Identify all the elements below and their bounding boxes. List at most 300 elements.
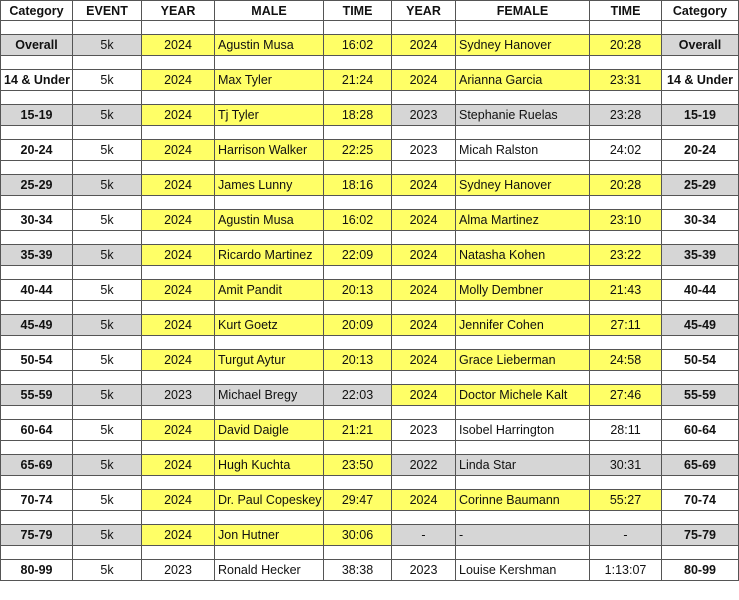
cell-female-time[interactable]: 30:31 (590, 455, 662, 476)
cell-female-name[interactable]: Jennifer Cohen (456, 315, 590, 336)
cell-female-year[interactable]: 2023 (392, 140, 456, 161)
cell-category[interactable]: 35-39 (1, 245, 73, 266)
spacer-cell[interactable] (73, 511, 142, 525)
cell-category[interactable]: 14 & Under (1, 70, 73, 91)
spacer-cell[interactable] (142, 126, 215, 140)
cell-category[interactable]: 70-74 (1, 490, 73, 511)
cell-male-name[interactable]: James Lunny (215, 175, 324, 196)
spacer-cell[interactable] (215, 406, 324, 420)
spacer-cell[interactable] (1, 21, 73, 35)
cell-male-year[interactable]: 2024 (142, 245, 215, 266)
cell-event[interactable]: 5k (73, 105, 142, 126)
cell-male-year[interactable]: 2024 (142, 175, 215, 196)
cell-male-year[interactable]: 2024 (142, 490, 215, 511)
cell-category-right[interactable]: 14 & Under (662, 70, 739, 91)
cell-male-name[interactable]: Harrison Walker (215, 140, 324, 161)
spacer-cell[interactable] (142, 266, 215, 280)
cell-male-year[interactable]: 2024 (142, 525, 215, 546)
cell-female-time[interactable]: 20:28 (590, 35, 662, 56)
cell-male-time[interactable]: 22:03 (324, 385, 392, 406)
spacer-cell[interactable] (324, 266, 392, 280)
spacer-cell[interactable] (590, 21, 662, 35)
cell-category-right[interactable]: 55-59 (662, 385, 739, 406)
spacer-cell[interactable] (324, 91, 392, 105)
cell-male-name[interactable]: Agustin Musa (215, 210, 324, 231)
cell-event[interactable]: 5k (73, 140, 142, 161)
cell-event[interactable]: 5k (73, 35, 142, 56)
spacer-cell[interactable] (392, 441, 456, 455)
cell-female-year[interactable]: 2024 (392, 385, 456, 406)
spacer-cell[interactable] (142, 336, 215, 350)
spacer-cell[interactable] (456, 231, 590, 245)
spacer-cell[interactable] (142, 56, 215, 70)
spacer-cell[interactable] (142, 91, 215, 105)
header-event[interactable]: EVENT (73, 1, 142, 21)
spacer-cell[interactable] (73, 56, 142, 70)
spacer-cell[interactable] (662, 336, 739, 350)
spacer-cell[interactable] (662, 406, 739, 420)
cell-category[interactable]: 45-49 (1, 315, 73, 336)
cell-category-right[interactable]: 80-99 (662, 560, 739, 581)
cell-female-name[interactable]: Linda Star (456, 455, 590, 476)
spacer-cell[interactable] (215, 546, 324, 560)
cell-event[interactable]: 5k (73, 560, 142, 581)
cell-female-name[interactable]: Sydney Hanover (456, 175, 590, 196)
spacer-cell[interactable] (392, 301, 456, 315)
cell-female-time[interactable]: 27:46 (590, 385, 662, 406)
spacer-cell[interactable] (73, 476, 142, 490)
spacer-cell[interactable] (590, 441, 662, 455)
cell-category[interactable]: 25-29 (1, 175, 73, 196)
cell-event[interactable]: 5k (73, 455, 142, 476)
spacer-cell[interactable] (662, 476, 739, 490)
cell-male-year[interactable]: 2024 (142, 70, 215, 91)
cell-female-time[interactable]: 1:13:07 (590, 560, 662, 581)
spacer-cell[interactable] (456, 266, 590, 280)
cell-category[interactable]: 55-59 (1, 385, 73, 406)
cell-category-right[interactable]: 60-64 (662, 420, 739, 441)
cell-event[interactable]: 5k (73, 420, 142, 441)
cell-male-year[interactable]: 2024 (142, 350, 215, 371)
cell-category-right[interactable]: 35-39 (662, 245, 739, 266)
spacer-cell[interactable] (590, 231, 662, 245)
cell-category[interactable]: 65-69 (1, 455, 73, 476)
cell-male-year[interactable]: 2024 (142, 140, 215, 161)
header-category-left[interactable]: Category (1, 1, 73, 21)
spacer-cell[interactable] (73, 21, 142, 35)
spacer-cell[interactable] (456, 546, 590, 560)
spacer-cell[interactable] (142, 21, 215, 35)
cell-male-name[interactable]: Turgut Aytur (215, 350, 324, 371)
spacer-cell[interactable] (142, 441, 215, 455)
spacer-cell[interactable] (324, 441, 392, 455)
spacer-cell[interactable] (456, 476, 590, 490)
cell-event[interactable]: 5k (73, 315, 142, 336)
spacer-cell[interactable] (215, 161, 324, 175)
cell-female-name[interactable]: Grace Lieberman (456, 350, 590, 371)
spacer-cell[interactable] (142, 546, 215, 560)
spacer-cell[interactable] (324, 476, 392, 490)
cell-male-name[interactable]: Kurt Goetz (215, 315, 324, 336)
cell-event[interactable]: 5k (73, 245, 142, 266)
cell-event[interactable]: 5k (73, 525, 142, 546)
cell-male-time[interactable]: 18:28 (324, 105, 392, 126)
cell-category[interactable]: 20-24 (1, 140, 73, 161)
spacer-cell[interactable] (324, 546, 392, 560)
spacer-cell[interactable] (215, 476, 324, 490)
cell-category[interactable]: 75-79 (1, 525, 73, 546)
cell-male-time[interactable]: 22:09 (324, 245, 392, 266)
cell-female-year[interactable]: 2024 (392, 210, 456, 231)
spacer-cell[interactable] (73, 546, 142, 560)
spacer-cell[interactable] (324, 301, 392, 315)
spacer-cell[interactable] (142, 196, 215, 210)
spacer-cell[interactable] (590, 336, 662, 350)
spacer-cell[interactable] (456, 56, 590, 70)
cell-male-year[interactable]: 2024 (142, 105, 215, 126)
cell-category-right[interactable]: 65-69 (662, 455, 739, 476)
header-female[interactable]: FEMALE (456, 1, 590, 21)
cell-female-time[interactable]: 20:28 (590, 175, 662, 196)
cell-female-name[interactable]: Natasha Kohen (456, 245, 590, 266)
spacer-cell[interactable] (1, 196, 73, 210)
spacer-cell[interactable] (1, 126, 73, 140)
spacer-cell[interactable] (1, 546, 73, 560)
spacer-cell[interactable] (1, 476, 73, 490)
cell-male-time[interactable]: 29:47 (324, 490, 392, 511)
spacer-cell[interactable] (142, 406, 215, 420)
cell-female-time[interactable]: 23:10 (590, 210, 662, 231)
spacer-cell[interactable] (324, 56, 392, 70)
cell-female-year[interactable]: 2024 (392, 350, 456, 371)
spacer-cell[interactable] (1, 161, 73, 175)
spacer-cell[interactable] (73, 406, 142, 420)
cell-female-name[interactable]: Molly Dembner (456, 280, 590, 301)
spacer-cell[interactable] (662, 126, 739, 140)
cell-female-time[interactable]: 24:58 (590, 350, 662, 371)
cell-event[interactable]: 5k (73, 350, 142, 371)
cell-female-time[interactable]: 23:28 (590, 105, 662, 126)
spacer-cell[interactable] (1, 301, 73, 315)
cell-event[interactable]: 5k (73, 175, 142, 196)
spacer-cell[interactable] (142, 511, 215, 525)
header-female-year[interactable]: YEAR (392, 1, 456, 21)
cell-female-year[interactable]: 2024 (392, 315, 456, 336)
spacer-cell[interactable] (215, 336, 324, 350)
spacer-cell[interactable] (662, 231, 739, 245)
cell-male-time[interactable]: 22:25 (324, 140, 392, 161)
cell-female-time[interactable]: 21:43 (590, 280, 662, 301)
cell-female-time[interactable]: - (590, 525, 662, 546)
spacer-cell[interactable] (142, 231, 215, 245)
spacer-cell[interactable] (456, 126, 590, 140)
spacer-cell[interactable] (73, 231, 142, 245)
spacer-cell[interactable] (590, 91, 662, 105)
spacer-cell[interactable] (1, 511, 73, 525)
cell-female-name[interactable]: - (456, 525, 590, 546)
cell-event[interactable]: 5k (73, 385, 142, 406)
cell-female-time[interactable]: 23:31 (590, 70, 662, 91)
cell-category-right[interactable]: 15-19 (662, 105, 739, 126)
cell-category-right[interactable]: 20-24 (662, 140, 739, 161)
spacer-cell[interactable] (324, 231, 392, 245)
cell-male-time[interactable]: 16:02 (324, 35, 392, 56)
spacer-cell[interactable] (392, 91, 456, 105)
spacer-cell[interactable] (392, 511, 456, 525)
spacer-cell[interactable] (456, 511, 590, 525)
cell-male-time[interactable]: 16:02 (324, 210, 392, 231)
spacer-cell[interactable] (456, 196, 590, 210)
spacer-cell[interactable] (392, 406, 456, 420)
records-table-body (1, 1, 739, 581)
spacer-cell[interactable] (392, 56, 456, 70)
cell-female-name[interactable]: Arianna Garcia (456, 70, 590, 91)
cell-category[interactable]: 40-44 (1, 280, 73, 301)
cell-male-year[interactable]: 2024 (142, 455, 215, 476)
cell-male-year[interactable]: 2024 (142, 315, 215, 336)
cell-male-time[interactable]: 21:24 (324, 70, 392, 91)
cell-category-right[interactable]: 40-44 (662, 280, 739, 301)
spacer-cell[interactable] (456, 441, 590, 455)
cell-female-year[interactable]: 2024 (392, 35, 456, 56)
spacer-cell[interactable] (215, 371, 324, 385)
cell-male-name[interactable]: Michael Bregy (215, 385, 324, 406)
cell-category-right[interactable]: 45-49 (662, 315, 739, 336)
spacer-cell[interactable] (392, 266, 456, 280)
spacer-cell[interactable] (324, 196, 392, 210)
header-male-time[interactable]: TIME (324, 1, 392, 21)
spacer-cell[interactable] (662, 441, 739, 455)
cell-male-name[interactable]: Max Tyler (215, 70, 324, 91)
header-male[interactable]: MALE (215, 1, 324, 21)
spacer-cell[interactable] (590, 511, 662, 525)
record-row (1, 245, 739, 266)
cell-male-name[interactable]: Tj Tyler (215, 105, 324, 126)
spacer-cell[interactable] (392, 231, 456, 245)
spacer-cell[interactable] (456, 336, 590, 350)
spacer-cell[interactable] (392, 476, 456, 490)
cell-male-name[interactable]: Agustin Musa (215, 35, 324, 56)
spacer-cell[interactable] (73, 371, 142, 385)
spacer-cell[interactable] (215, 266, 324, 280)
spacer-cell[interactable] (215, 301, 324, 315)
spacer-cell[interactable] (590, 266, 662, 280)
spacer-cell[interactable] (73, 336, 142, 350)
spacer-cell[interactable] (1, 371, 73, 385)
spacer-cell[interactable] (590, 161, 662, 175)
spacer-cell[interactable] (392, 336, 456, 350)
cell-male-time[interactable]: 20:09 (324, 315, 392, 336)
spacer-cell[interactable] (392, 126, 456, 140)
cell-male-time[interactable]: 21:21 (324, 420, 392, 441)
cell-male-year[interactable]: 2024 (142, 280, 215, 301)
cell-female-name[interactable]: Stephanie Ruelas (456, 105, 590, 126)
spacer-cell[interactable] (73, 301, 142, 315)
spacer-cell[interactable] (215, 231, 324, 245)
spacer-cell[interactable] (662, 546, 739, 560)
spacer-cell[interactable] (324, 126, 392, 140)
cell-category[interactable]: 30-34 (1, 210, 73, 231)
cell-event[interactable]: 5k (73, 490, 142, 511)
spacer-cell[interactable] (392, 21, 456, 35)
spacer-cell[interactable] (456, 301, 590, 315)
header-female-time[interactable]: TIME (590, 1, 662, 21)
cell-male-year[interactable]: 2024 (142, 35, 215, 56)
spacer-cell[interactable] (1, 266, 73, 280)
cell-male-name[interactable]: Dr. Paul Copeskey (215, 490, 324, 511)
cell-category[interactable]: Overall (1, 35, 73, 56)
cell-male-time[interactable]: 38:38 (324, 560, 392, 581)
cell-category-right[interactable]: 30-34 (662, 210, 739, 231)
spacer-cell[interactable] (324, 21, 392, 35)
cell-female-name[interactable]: Corinne Baumann (456, 490, 590, 511)
cell-female-name[interactable]: Isobel Harrington (456, 420, 590, 441)
cell-male-year[interactable]: 2023 (142, 385, 215, 406)
spacer-cell[interactable] (662, 301, 739, 315)
cell-female-year[interactable]: 2024 (392, 490, 456, 511)
spacer-cell[interactable] (392, 546, 456, 560)
header-male-year[interactable]: YEAR (142, 1, 215, 21)
cell-category-right[interactable]: 75-79 (662, 525, 739, 546)
spacer-cell[interactable] (142, 371, 215, 385)
spacer-cell[interactable] (392, 161, 456, 175)
cell-male-year[interactable]: 2024 (142, 420, 215, 441)
header-category-right[interactable]: Category (662, 1, 739, 21)
spacer-cell[interactable] (590, 546, 662, 560)
cell-category-right[interactable]: 70-74 (662, 490, 739, 511)
cell-female-time[interactable]: 23:22 (590, 245, 662, 266)
cell-male-name[interactable]: Jon Hutner (215, 525, 324, 546)
spacer-cell[interactable] (73, 441, 142, 455)
spacer-cell[interactable] (324, 371, 392, 385)
cell-female-year[interactable]: 2024 (392, 70, 456, 91)
cell-female-year[interactable]: - (392, 525, 456, 546)
spacer-cell[interactable] (590, 371, 662, 385)
spacer-cell[interactable] (456, 371, 590, 385)
cell-male-year[interactable]: 2023 (142, 560, 215, 581)
cell-female-time[interactable]: 24:02 (590, 140, 662, 161)
cell-event[interactable]: 5k (73, 210, 142, 231)
cell-female-year[interactable]: 2022 (392, 455, 456, 476)
cell-female-year[interactable]: 2023 (392, 560, 456, 581)
spacer-cell[interactable] (590, 196, 662, 210)
spacer-cell[interactable] (142, 161, 215, 175)
spacer-cell[interactable] (73, 196, 142, 210)
cell-female-time[interactable]: 28:11 (590, 420, 662, 441)
spacer-cell[interactable] (142, 301, 215, 315)
cell-female-name[interactable]: Doctor Michele Kalt (456, 385, 590, 406)
spacer-cell[interactable] (1, 56, 73, 70)
cell-category[interactable]: 15-19 (1, 105, 73, 126)
spacer-cell[interactable] (662, 161, 739, 175)
cell-male-time[interactable]: 30:06 (324, 525, 392, 546)
spacer-cell[interactable] (1, 441, 73, 455)
spacer-cell[interactable] (1, 231, 73, 245)
spacer-cell[interactable] (73, 266, 142, 280)
cell-female-year[interactable]: 2024 (392, 245, 456, 266)
spacer-cell[interactable] (590, 56, 662, 70)
spacer-cell[interactable] (215, 56, 324, 70)
spacer-cell[interactable] (662, 266, 739, 280)
cell-male-time[interactable]: 20:13 (324, 280, 392, 301)
cell-category[interactable]: 60-64 (1, 420, 73, 441)
cell-female-year[interactable]: 2023 (392, 105, 456, 126)
spacer-cell[interactable] (662, 196, 739, 210)
cell-female-year[interactable]: 2024 (392, 280, 456, 301)
spacer-cell[interactable] (215, 91, 324, 105)
cell-male-name[interactable]: Ronald Hecker (215, 560, 324, 581)
cell-female-name[interactable]: Sydney Hanover (456, 35, 590, 56)
cell-male-name[interactable]: Amit Pandit (215, 280, 324, 301)
cell-category-right[interactable]: 50-54 (662, 350, 739, 371)
spacer-cell[interactable] (73, 126, 142, 140)
spacer-cell[interactable] (324, 511, 392, 525)
cell-male-name[interactable]: Hugh Kuchta (215, 455, 324, 476)
spacer-cell[interactable] (1, 91, 73, 105)
spacer-cell[interactable] (456, 161, 590, 175)
cell-category-right[interactable]: Overall (662, 35, 739, 56)
cell-female-name[interactable]: Micah Ralston (456, 140, 590, 161)
spacer-cell[interactable] (590, 406, 662, 420)
spacer-cell[interactable] (215, 196, 324, 210)
spacer-cell[interactable] (73, 161, 142, 175)
spacer-cell[interactable] (392, 371, 456, 385)
cell-category[interactable]: 80-99 (1, 560, 73, 581)
spacer-cell[interactable] (590, 476, 662, 490)
cell-male-time[interactable]: 23:50 (324, 455, 392, 476)
spacer-cell[interactable] (142, 476, 215, 490)
cell-male-year[interactable]: 2024 (142, 210, 215, 231)
cell-category[interactable]: 50-54 (1, 350, 73, 371)
spacer-cell[interactable] (215, 21, 324, 35)
cell-female-name[interactable]: Louise Kershman (456, 560, 590, 581)
cell-event[interactable]: 5k (73, 280, 142, 301)
cell-category-right[interactable]: 25-29 (662, 175, 739, 196)
spacer-cell[interactable] (662, 21, 739, 35)
spacer-cell[interactable] (456, 406, 590, 420)
spacer-cell[interactable] (1, 336, 73, 350)
cell-female-time[interactable]: 27:11 (590, 315, 662, 336)
spacer-cell[interactable] (215, 441, 324, 455)
spacer-cell[interactable] (590, 301, 662, 315)
spacer-cell[interactable] (456, 21, 590, 35)
cell-male-time[interactable]: 20:13 (324, 350, 392, 371)
spacer-cell[interactable] (662, 91, 739, 105)
cell-male-name[interactable]: David Daigle (215, 420, 324, 441)
cell-male-time[interactable]: 18:16 (324, 175, 392, 196)
spacer-cell[interactable] (215, 511, 324, 525)
spacer-cell[interactable] (662, 56, 739, 70)
cell-female-time[interactable]: 55:27 (590, 490, 662, 511)
spacer-cell[interactable] (392, 196, 456, 210)
cell-female-name[interactable]: Alma Martinez (456, 210, 590, 231)
record-row (1, 70, 739, 91)
cell-event[interactable]: 5k (73, 70, 142, 91)
spacer-cell[interactable] (590, 126, 662, 140)
spacer-cell[interactable] (1, 406, 73, 420)
spacer-cell[interactable] (324, 406, 392, 420)
cell-male-name[interactable]: Ricardo Martinez (215, 245, 324, 266)
cell-female-year[interactable]: 2023 (392, 420, 456, 441)
spacer-cell[interactable] (456, 91, 590, 105)
spacer-cell[interactable] (324, 336, 392, 350)
spacer-cell[interactable] (324, 161, 392, 175)
spacer-cell[interactable] (662, 371, 739, 385)
cell-female-year[interactable]: 2024 (392, 175, 456, 196)
spacer-cell[interactable] (662, 511, 739, 525)
spacer-cell[interactable] (73, 91, 142, 105)
spacer-cell[interactable] (215, 126, 324, 140)
